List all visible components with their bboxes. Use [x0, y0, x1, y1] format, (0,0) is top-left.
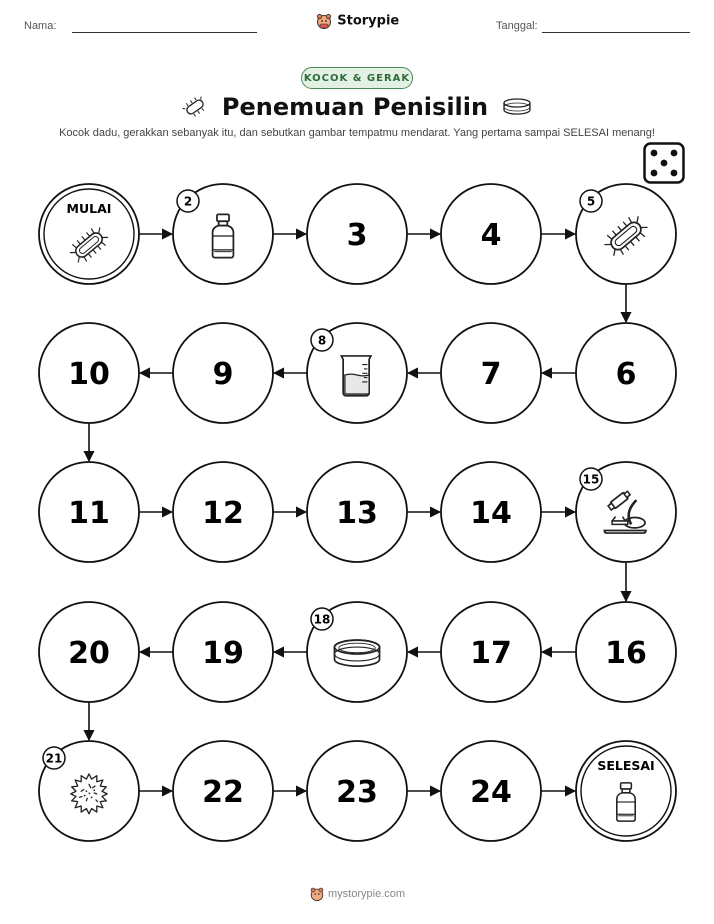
- space-label: 16: [605, 636, 647, 671]
- space-14: [441, 462, 541, 562]
- space-2: [173, 184, 273, 284]
- category-badge: KOCOK & GERAK: [301, 67, 413, 89]
- space-label: 18: [313, 612, 331, 627]
- footer-url: mystorypie.com: [328, 887, 406, 900]
- space-label: 11: [68, 496, 110, 531]
- space-label: SELESAI: [597, 758, 655, 773]
- space-15: [576, 462, 676, 562]
- space-label: 8: [317, 333, 327, 348]
- space-10: [39, 323, 139, 423]
- space-label: 9: [212, 357, 234, 392]
- space-label: 22: [202, 775, 244, 810]
- space-label: 24: [470, 775, 512, 810]
- petri-dish-icon: [334, 640, 379, 666]
- space-19: [173, 602, 273, 702]
- space-label: 21: [45, 751, 63, 766]
- space-9: [173, 323, 273, 423]
- storypie-logo-icon: [309, 886, 325, 902]
- board-spaces: [39, 184, 676, 841]
- space-13: [307, 462, 407, 562]
- space-17: [441, 602, 541, 702]
- space-21: [39, 741, 139, 841]
- space-label: 10: [68, 357, 110, 392]
- mold-icon: [71, 774, 107, 814]
- date-label: Tanggal:: [496, 20, 538, 32]
- space-label: 3: [346, 218, 368, 253]
- name-label: Nama:: [24, 20, 57, 32]
- footer: [0, 886, 714, 902]
- space-11: [39, 462, 139, 562]
- space-22: [173, 741, 273, 841]
- space-circle: [39, 184, 139, 284]
- space-label: 7: [480, 357, 502, 392]
- brand-name: Storypie: [337, 13, 400, 29]
- space-label: 4: [480, 218, 502, 253]
- space-4: [441, 184, 541, 284]
- space-8: [307, 323, 407, 423]
- space-label: 2: [183, 194, 193, 209]
- space-3: [307, 184, 407, 284]
- space-label: 20: [68, 636, 110, 671]
- space-label: 6: [615, 357, 637, 392]
- space-label: 19: [202, 636, 244, 671]
- space-label: 12: [202, 496, 244, 531]
- space-label: MULAI: [66, 201, 112, 216]
- space-18: [307, 602, 407, 702]
- space-label: 14: [470, 496, 512, 531]
- space-label: 5: [586, 194, 596, 209]
- space-5: [576, 184, 676, 284]
- space-24: [441, 741, 541, 841]
- space-12: [173, 462, 273, 562]
- space-6: [576, 323, 676, 423]
- instructions: Kocok dadu, gerakkan sebanyak itu, dan sebutkan gambar tempatmu mendarat. Yang pertama sampai SELESAI menang!: [59, 127, 655, 139]
- space-finish: [576, 741, 676, 841]
- beaker-icon: [341, 356, 370, 396]
- space-label: 13: [336, 496, 378, 531]
- page-title-text: Penemuan Penisilin: [221, 93, 489, 121]
- space-7: [441, 323, 541, 423]
- space-23: [307, 741, 407, 841]
- space-start: [39, 184, 139, 284]
- space-16: [576, 602, 676, 702]
- space-20: [39, 602, 139, 702]
- space-label: 15: [582, 472, 600, 487]
- space-label: 23: [336, 775, 378, 810]
- space-label: 17: [470, 636, 512, 671]
